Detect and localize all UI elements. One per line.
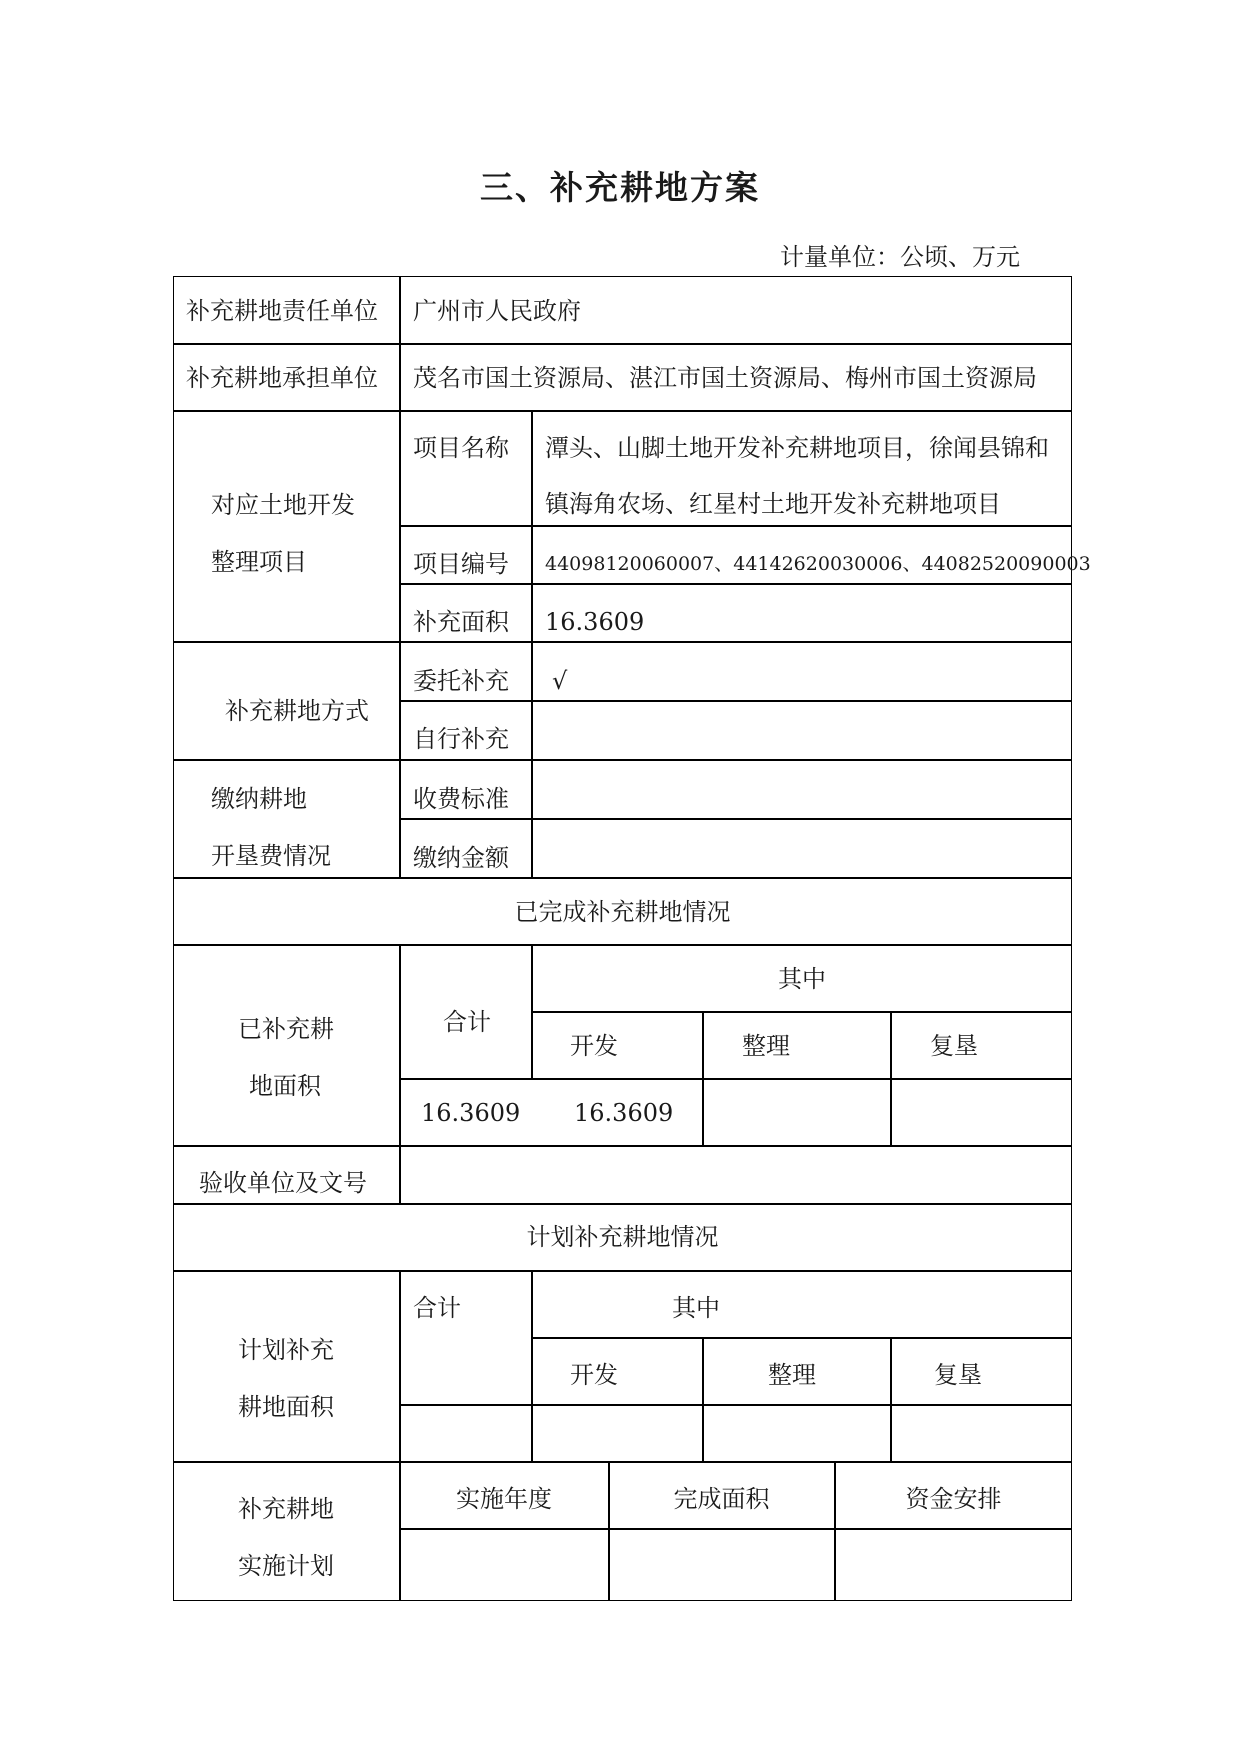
fee-label-line1: 缴纳耕地 [211, 785, 307, 813]
completed-arrange-label: 整理 [742, 1032, 790, 1060]
completed-total-value: 16.3609 [421, 1099, 521, 1127]
bear-unit-value: 茂名市国土资源局、湛江市国土资源局、梅州市国土资源局 [413, 364, 1037, 392]
fee-label-line2: 开垦费情况 [211, 842, 331, 870]
project-area-label: 补充面积 [413, 608, 509, 636]
entrust-check: √ [552, 667, 568, 695]
acceptance-label: 验收单位及文号 [199, 1169, 367, 1197]
project-name-line2: 镇海角农场、红星村土地开发补充耕地项目 [545, 490, 1001, 518]
implementation-area-label: 完成面积 [673, 1485, 770, 1513]
entrust-label: 委托补充 [413, 667, 509, 695]
planned-reclaim-label: 复垦 [934, 1361, 982, 1389]
implementation-label-line2: 实施计划 [238, 1552, 334, 1580]
project-name-label: 项目名称 [413, 434, 509, 462]
project-code-value: 44098120060007、44142620030006、44082520090003 [545, 553, 1091, 575]
project-label-line2: 整理项目 [211, 548, 307, 576]
completed-total-label: 合计 [443, 1008, 491, 1036]
project-code-label: 项目编号 [413, 550, 509, 578]
completed-header: 已完成补充耕地情况 [514, 898, 731, 926]
method-label: 补充耕地方式 [225, 697, 369, 725]
planned-label-line2: 耕地面积 [238, 1393, 334, 1421]
planned-header: 计划补充耕地情况 [526, 1223, 719, 1251]
planned-total-label: 合计 [413, 1294, 461, 1322]
bear-unit-label: 补充耕地承担单位 [186, 364, 378, 392]
implementation-label-line1: 补充耕地 [238, 1495, 334, 1523]
completed-reclaim-label: 复垦 [930, 1032, 978, 1060]
completed-of-which: 其中 [778, 965, 826, 993]
fee-standard-label: 收费标准 [413, 785, 509, 813]
completed-label-line1: 已补充耕 [238, 1015, 334, 1043]
self-label: 自行补充 [413, 725, 509, 753]
completed-develop-value: 16.3609 [574, 1099, 674, 1127]
page-title: 三、补充耕地方案 [480, 168, 760, 207]
planned-develop-label: 开发 [570, 1361, 618, 1389]
resp-unit-value: 广州市人民政府 [413, 297, 581, 325]
planned-arrange-label: 整理 [768, 1361, 816, 1389]
project-area-value: 16.3609 [545, 608, 645, 636]
project-name-line1: 潭头、山脚土地开发补充耕地项目，徐闻县锦和 [545, 434, 1049, 462]
resp-unit-label: 补充耕地责任单位 [186, 297, 378, 325]
completed-develop-label: 开发 [570, 1032, 618, 1060]
measurement-unit: 计量单位：公顷、万元 [780, 243, 1020, 271]
implementation-year-label: 实施年度 [456, 1485, 552, 1513]
completed-label-line2: 地面积 [249, 1072, 321, 1100]
planned-of-which: 其中 [672, 1294, 720, 1322]
implementation-fund-label: 资金安排 [905, 1485, 1002, 1513]
project-label-line1: 对应土地开发 [211, 491, 355, 519]
fee-amount-label: 缴纳金额 [413, 844, 509, 872]
planned-label-line1: 计划补充 [238, 1336, 334, 1364]
